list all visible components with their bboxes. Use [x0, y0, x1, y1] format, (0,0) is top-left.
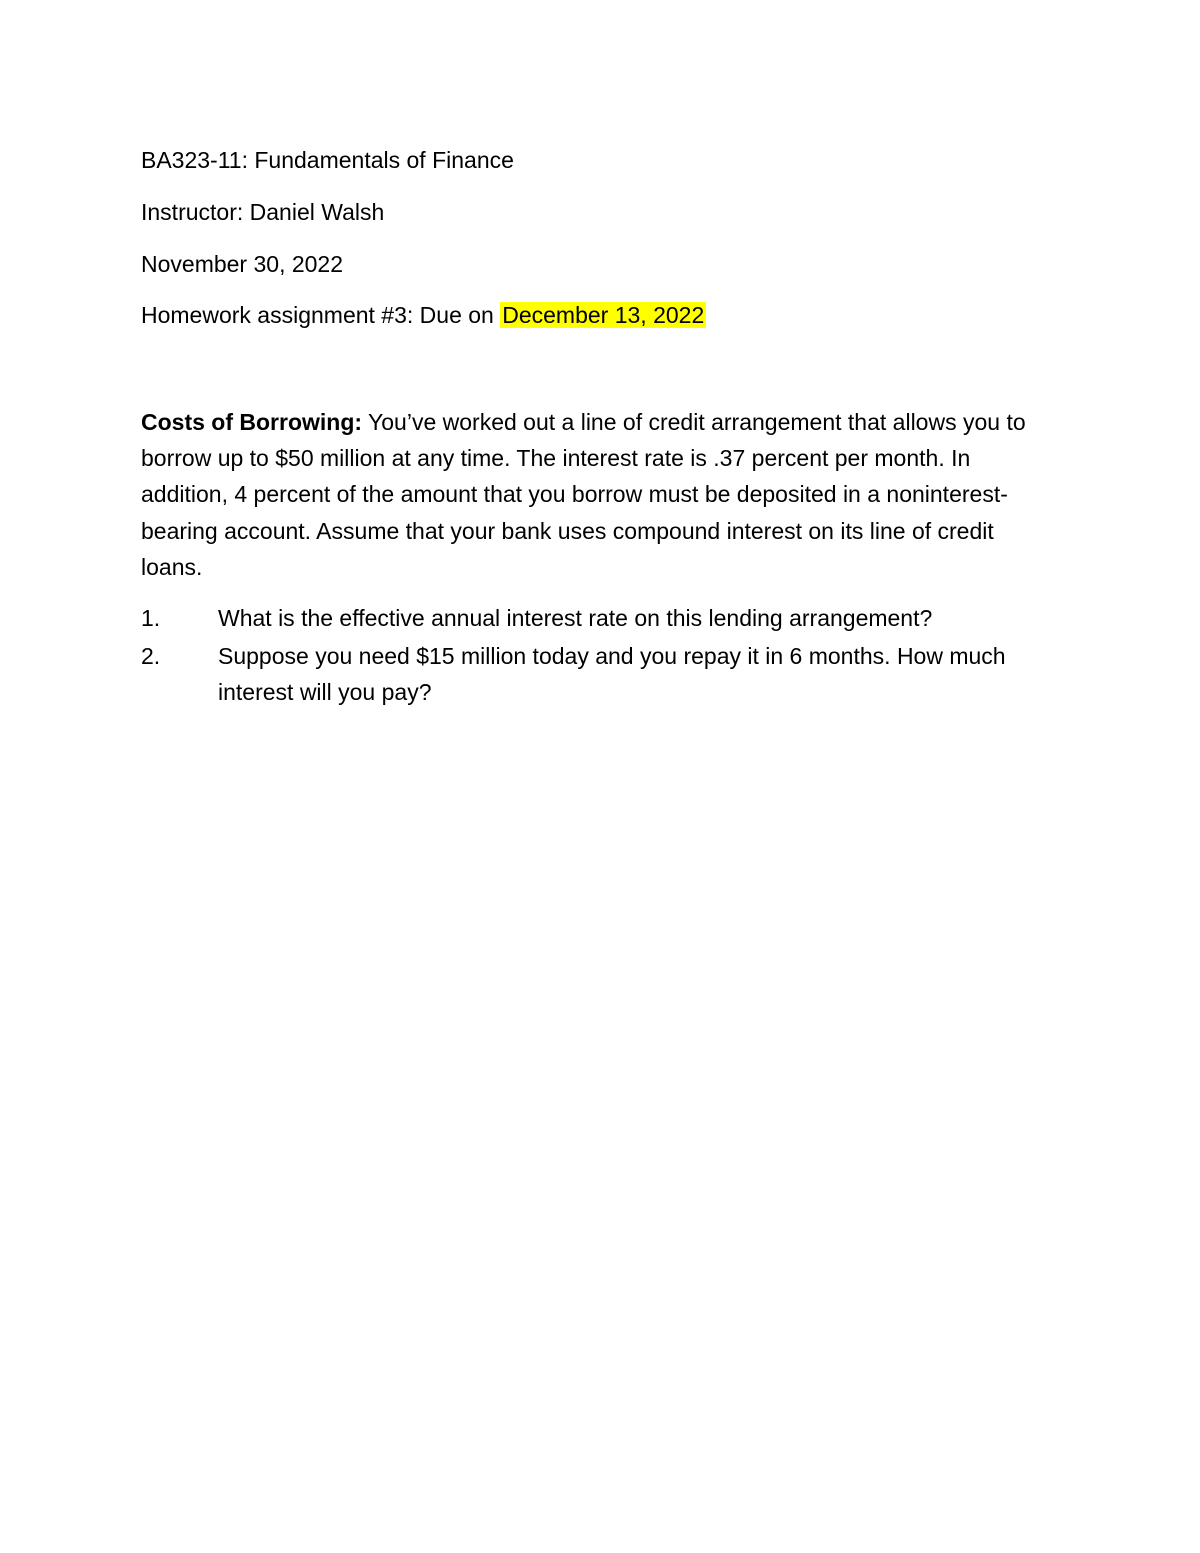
problem-body: You’ve worked out a line of credit arrangement that allows you to borrow up to $50 million at any time. The interest rate is .37 percent per month. In addition, 4 percent of the amount that you borrow must be deposited in a noninterest-bearing account. Assume that your bank uses compound interest on its line of credit loans. — [141, 409, 1026, 580]
question-text: Suppose you need $15 million today and you repay it in 6 months. How much interest will you pay? — [218, 643, 1006, 706]
assignment-prefix: Homework assignment #3: Due on — [141, 302, 501, 328]
problem-title: Costs of Borrowing: — [141, 409, 363, 435]
question-number: 1. — [141, 605, 161, 631]
date-line: November 30, 2022 — [141, 251, 344, 277]
question-list — [141, 600, 1061, 713]
instructor-line: Instructor: Daniel Walsh — [141, 199, 385, 225]
due-date-highlight: December 13, 2022 — [502, 302, 705, 328]
question-number: 2. — [141, 643, 161, 670]
course-title: BA323-11: Fundamentals of Finance — [141, 147, 514, 173]
question-text: What is the effective annual interest rate on this lending arrangement? — [218, 605, 933, 631]
list-item — [141, 600, 1061, 636]
assignment-line — [141, 300, 706, 330]
problem-paragraph — [141, 404, 1061, 585]
list-item — [141, 638, 1061, 710]
